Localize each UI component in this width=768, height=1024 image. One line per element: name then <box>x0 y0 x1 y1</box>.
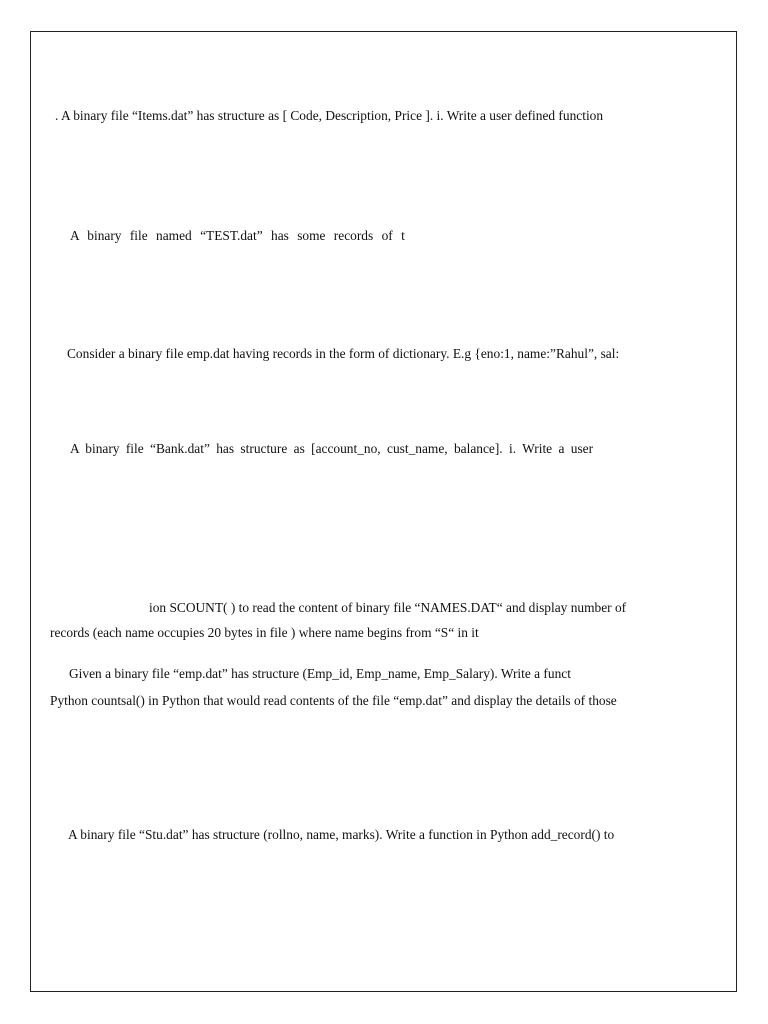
text-line-scount: ion SCOUNT( ) to read the content of binary file “NAMES.DAT“ and display number of <box>149 600 627 615</box>
text-line-test-dat: A binary file named “TEST.dat” has some records of t <box>70 228 405 243</box>
text-line-emp-dat-structure: Given a binary file “emp.dat” has structure (Emp_id, Emp_name, Emp_Salary). Write a funct <box>69 666 571 681</box>
text-line-bank-dat: A binary file “Bank.dat” has structure as [account_no, cust_name, balance]. i. Write a user <box>70 441 594 456</box>
text-line-items-dat: . A binary file “Items.dat” has structure as [ Code, Description, Price ]. i. Write a user defined function <box>55 108 604 123</box>
text-line-names-records: records (each name occupies 20 bytes in file ) where name begins from “S“ in it <box>50 625 479 640</box>
page-border <box>30 31 737 992</box>
text-line-emp-dat-dictionary: Consider a binary file emp.dat having records in the form of dictionary. E.g {eno:1, name:”Rahul”, sal: <box>67 346 620 361</box>
text-line-stu-dat: A binary file “Stu.dat” has structure (rollno, name, marks). Write a function in Python add_record() to <box>68 827 615 842</box>
text-line-countsal: Python countsal() in Python that would read contents of the file “emp.dat” and display the details of those <box>50 693 617 708</box>
